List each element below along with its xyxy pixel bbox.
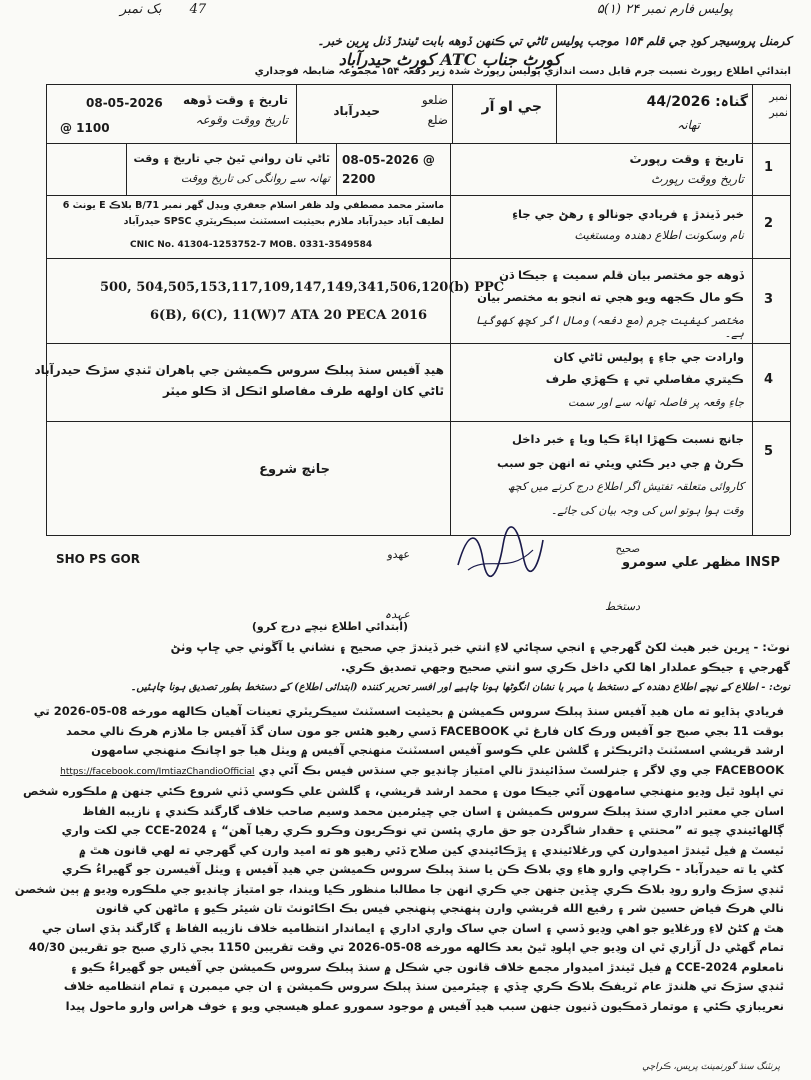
printer-footer: پرنٽنگ سنڌ گورنمينٽ پريس، ڪراچي — [642, 1062, 780, 1072]
note-line-2: گهرجي ۽ جيڪو عملدار اها لکي داخل ڪري سو انتي صحيح وجهي تصديق ڪري. — [341, 660, 790, 674]
sign-label-urdu: دستخط — [605, 600, 640, 613]
row-5-investigation: جانچ شروع — [259, 462, 330, 477]
court-title: کورٹ جناب ATC کورٹ حیدرآباد — [338, 50, 561, 69]
body-line: ٿنڊي سڙڪ تي هلندڙ عام ٽريفڪ بلاڪ ڪري ڇڏي ۽ چيئرمين سنڌ پبلڪ سروس ڪميشن ۽ ان جي ميمبرن ۽ تمام انتظاميه خلاف — [63, 979, 784, 993]
row-5-label-3: کاروائی متعلقہ تفتیش اگر اطلاع درج کرنے میں کچھ — [507, 480, 744, 493]
row-3-label-2: ڪو مال ڪجهه ويو هجي ته انجو به مختصر بيان — [477, 290, 744, 304]
body-line: ٿنڊي سڙڪ وارو روڊ بلاڪ ڪري ڇڏين جنهن جي ڪري انهن جا مطالبا منظور ڪيا ويندا، جو امتياز چانڊيو جي ملڪوره وڊيو ۾ ٻين شخصن — [14, 881, 784, 896]
body-line: نامعلوم CCE-2024 ۾ فيل ٿيندڙ اميدوار مجمع خلاف قانون جي شڪل ۾ سنڌ پبلڪ سروس ڪميشن جي آفيس جو گهيراءُ ڪيو ۽ — [70, 959, 784, 974]
crime-date-value: 08-05-2026 — [86, 96, 163, 110]
body-line: تي اپلوڊ ٿيل وڊيو منهنجي سامهون آئي جيڪا مون ۽ محمد ارشد قريشي، ۽ گلشن علي ڪوسي ڏٺي شروع ڪئي جنهن ۾ ملڪوره شخص — [23, 784, 784, 798]
row-1-report-date: 08-05-2026 @ — [342, 153, 435, 167]
number-header-urdu: نمبر — [769, 106, 788, 119]
body-line: تمام گهڻي دل آزاري ٿي ان وڊيو جي اپلوڊ ٿيڻ بعد ڪالهه مورخه 08-05-2026 تي وقت تقريبن 1150 بجي ڏاري صبح جو تقريبن 40/30 — [28, 940, 784, 954]
row-4-label-2: ڪيتري مفاصلي تي ۽ ڪهڙي طرف — [545, 372, 744, 386]
row-4-number: 4 — [764, 372, 774, 387]
body-line: اسان جي معتبر اداري سنڌ پبلڪ سروس ڪميشن ۽ اسان جي چيئرمين محمد وسيم صاحب خلاف گارگند ڪندي ۽ نازيبه الفاظ — [82, 803, 784, 818]
row-3-sections-ata: 6(B), 6(C), 11(W)7 ATA 20 PECA 2016 — [150, 308, 428, 323]
body-line: ارشد قريشي اسسٽنٽ ڊائريڪٽر ۽ گلشن علي ڪوسو آفيس اسسٽنٽ منهنجي آفيس ۾ ويٺل هيا جو اچانڪ منهنجي سامهون — [91, 743, 784, 757]
sign-label-top: صحيح — [615, 544, 640, 555]
row-5-label-4: وقت ہوا ہوتو اس کی وجہ بیان کی جائے۔ — [550, 504, 744, 517]
crime-time-value: @ 1100 — [60, 121, 110, 135]
row-3-number: 3 — [764, 292, 774, 307]
book-number-text: بک نمبر — [120, 2, 162, 17]
rank-label: عهدو — [387, 548, 410, 561]
row-5-label-2: ڪرڻ ۾ جي دير ڪئي ويئي ته انهن جو سبب — [496, 456, 744, 470]
body-line: بوقت 11 بجي صبح جو آفيس ورڪ کان فارغ ٿي FACEBOOK ڏسي رهيو هئس جو مون سان گڏ آفيس جا ملازم هرڪ نالي محمد — [66, 723, 784, 738]
district-value: حیدرآباد — [333, 104, 380, 118]
row-2-label: خبر ڏيندڙ ۽ فريادي جونالو ۽ رهڻ جي جاءِ — [512, 207, 744, 221]
row-1-departure-label: ٿاڻي تان رواني ٿيڻ جي تاريخ ۽ وقت — [133, 152, 330, 165]
body-line: ڳالهائيندي چيو ته ”محنتي ۽ حقدار شاگردن جو حق ماري پئسن تي نوڪريون وڪرو ڪري رهيا آهن“ ۽ CCE-2024 جي لکت واري — [61, 823, 784, 837]
book-number-label — [120, 2, 206, 17]
fir-body-intro: نوٹ: - اطلاع کے نیچے اطلاع دھندہ کے دستخط یا مہر یا نشان انگوٹھا ہونا چاہیے اور افسر تحریر کنندہ (ابتدائی اطلاع) کے دستخط بطور تصدیق ہونا چاہئیں۔ — [130, 682, 790, 693]
fir-number: گناہ: 44/2026 — [646, 94, 748, 110]
rank-label-urdu: عہدہ — [384, 608, 410, 621]
row-5-number: 5 — [764, 444, 774, 459]
body-line: FACEBOOK جي وي لاگر ۽ جنرلسٽ سڏائيندڙ نالي امتياز چانڊيو جي سنڌس فيس بڪ آئي ڊي https://facebook.com/ImtiazChandioOfficial — [60, 762, 784, 777]
insp-name: INSP مظهر علي سومرو — [621, 555, 780, 570]
fir-body — [14, 702, 784, 1016]
row-2-cnic: CNIC No. 41304-1253752-7 MOB. 0331-3549584 — [130, 240, 373, 250]
note-line-1: نوٽ: - ڀرين خبر هيٺ لکڻ گهرجي ۽ انجي سچائي لاءِ انتي خبر ڏيندڙ جي صحيح ۽ نشاني يا آڱوٺي جي ڇاپ وٺڻ — [170, 640, 790, 654]
facebook-link[interactable]: https://facebook.com/ImtiazChandioOfficial — [60, 766, 255, 777]
row-1-report-time: 2200 — [342, 172, 376, 186]
row-4-label-3: جاءِ وقعہ پر فاصلہ تھانہ سے اور سمت — [568, 396, 744, 409]
row-4-distance: ٿاڻي کان اولهه طرف مفاصلو اٽڪل اڌ ڪلو ميٽر — [162, 384, 444, 398]
thana-label: تھانہ — [677, 118, 700, 132]
row-1-departure-label-urdu: تھانہ سے روانگی کی تاریخ ووقت — [180, 172, 330, 185]
signature-scribble — [448, 520, 548, 580]
body-line: نعريبازي ڪئي ۽ موتمار ڌمڪيون ڏنيون جنهن سبب هيڊ آفيس ۾ موجود سمورو عملو هيسجي ويو ۽ خوف هراس وارو ماحول پيدا — [65, 998, 784, 1013]
fir-below-note: (ابتدائي اطلاع نيچے درج کرو) — [251, 620, 408, 633]
fir-label: جي او آر — [481, 99, 542, 115]
row-5-label-1: جانچ نسبت ڪهڙا اپاءَ ڪيا ويا ۽ خبر داخل — [511, 432, 744, 446]
row-2-number: 2 — [764, 216, 774, 231]
row-3-label-3: مختصر کیفیت جرم (مع دفعہ) ومال اگر کچھ کھوگیا ہے۔ — [475, 314, 744, 340]
district-label: ضلعو — [421, 93, 448, 107]
body-line: فريادي ٻڌايو ته مان هيڊ آفيس سنڌ پبلڪ سروس ڪميشن ۾ بحيثيت اسسٽنٽ سيڪريٽري تعينات آهيان ڪالهه مورخه 08-05-2026 تي — [33, 704, 784, 718]
number-header: نمبر — [769, 90, 788, 103]
crime-date-label: تاريخ ۽ وقت ڏوهه — [182, 93, 288, 107]
header-line-2: ابتدائي اطلاع رپورٹ نسبت جرم قابل دست اندازي پولیس رپورٹ شدہ زیر دفعہ ۱۵۴ مجموعہ ضابطہ فوجداري — [254, 66, 791, 77]
row-1-label: تاريخ ۽ وقت رپورٽ — [629, 152, 744, 166]
row-2-label-urdu: نام وسکونت اطلاع دھندہ ومستغیث — [574, 228, 744, 242]
row-1-label-urdu: تاریخ ووقت رپورٹ — [650, 172, 744, 186]
row-2-complainant-name: ماسٽر محمد مصطفي ولد ظفر اسلام جعفري ويڊل گهر نمبر 71/B بلاڪ E يونٽ 6 — [62, 200, 444, 211]
sho-ps-gor: SHO PS GOR — [56, 552, 140, 566]
header-line-1: کرمنل پروسیجر کوڊ جي قلم ۱۵۴ موجب پولیس ٿاڻي تي ڪنهن ڏوهه بابت ٿيندڙ ڏنل ڀرين خبر۔ — [317, 34, 791, 48]
row-3-label-1: ڏوهه جو مختصر بيان قلم سميت ۽ جيڪا ڌن — [499, 268, 744, 282]
row-4-location: هيڊ آفيس سنڌ پبلڪ سروس ڪميشن جي ٻاهران ٿنڊي سڙڪ حيدرآباد — [34, 363, 444, 377]
body-line: کڻي يا ته حيدرآباد - ڪراچي وارو هاءِ وي بلاڪ ڪن يا سنڌ پبلڪ سروس ڪميشن جي هيڊ آفيس ۽ ويٺل آفيسرن جو گهيراءُ ڪري — [61, 862, 784, 876]
row-4-label-1: وارادت جي جاءِ ۽ پوليس ٿاڻي کان — [553, 350, 744, 364]
body-line: هٿ ۾ کڻڻ لاءِ ورغلايو جو اهي وڊيو ڏسي ۽ اسان جي ساک واري اداري ۽ ايماندار انتظاميه خلاف نازيبه الفاظ ۽ گارگند ٻڌي اسان جي — [41, 920, 784, 935]
crime-date-label-urdu: تاریخ ووقت وقوعہ — [195, 113, 288, 127]
body-line: نالي هرڪ فياض حسين شر ۽ رفيع الله قريشي وارن پنهنجي پنهنجي فيس بڪ اڪائونٽ تان شيئر ڪيو ۽ ماڻهن کي قانون — [95, 901, 784, 915]
body-line: ٽيسٽ ۾ فيل ٿيندڙ اميدوارن کي ورغلائيندي ۽ ڀڙڪائيندي کين صلاح ڏئي رهيو هو ته اميد وارن کي گهرجي ته لهي قانون هٿ ۾ — [79, 842, 784, 857]
form-number: پولیس فارم نمبر ۲۴ (۱)۵ — [596, 2, 733, 17]
row-2-complainant-address: لطيف آباد حيدرآباد ملازم بحيثيت اسسٽنٽ سيڪريٽري SPSC حيدرآباد — [123, 216, 444, 227]
book-number-value: 47 — [189, 2, 207, 17]
district-label-urdu: ضلع — [427, 113, 448, 127]
row-1-number: 1 — [764, 160, 774, 175]
row-3-sections: 500, 504,505,153,117,109,147,149,341,506,120(b) PPC — [100, 280, 505, 295]
